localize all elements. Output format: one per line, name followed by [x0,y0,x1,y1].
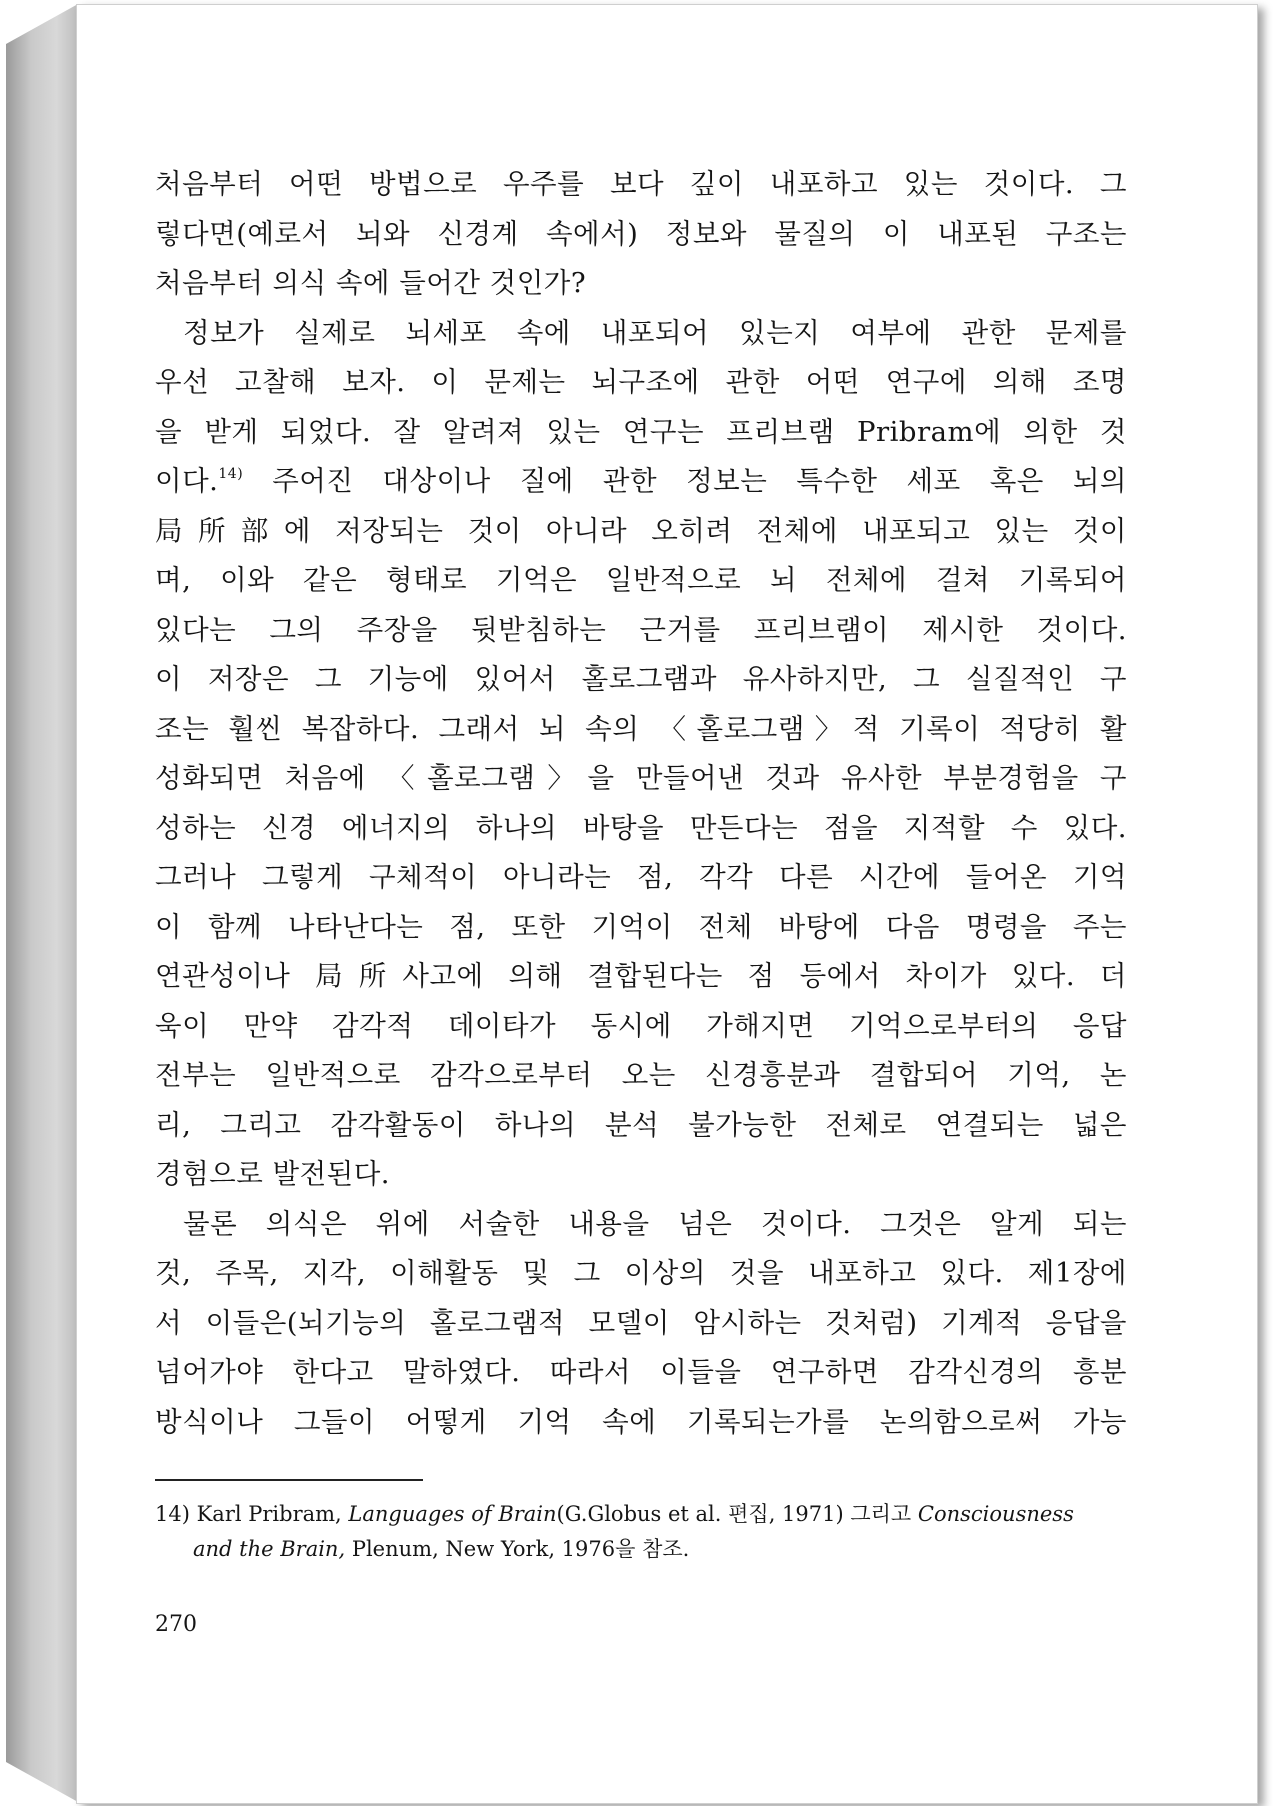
text-line: 이 함께 나타난다는 점, 또한 기억이 전체 바탕에 다음 명령을 주는 [155,910,1127,943]
footnote-title: Consciousness [917,1502,1074,1526]
text-line: 성화되면 처음에 〈홀로그램〉을 만들어낸 것과 유사한 부분경험을 구 [155,762,1127,794]
text-line: 있다는 그의 주장을 뒷받침하는 근거를 프리브램이 제시한 것이다. [155,613,1127,646]
text-line: 局所部에 저장되는 것이 아니라 오히려 전체에 내포되고 있는 것이 [155,514,1127,547]
footnote-reference: 14) [218,466,244,482]
text-line: 방식이나 그들이 어떻게 기억 속에 기록되는가를 논의함으로써 가능 [155,1405,1127,1438]
text-line: 전부는 일반적으로 감각으로부터 오는 신경흥분과 결합되어 기억, 논 [155,1059,1127,1091]
text-fragment: 이다. [155,465,219,497]
footnote-text: (G.Globus et al. 편집, 1971) 그리고 [556,1502,912,1526]
footnote-title: Languages of Brain [348,1502,557,1526]
footnote-author: Karl Pribram, [196,1502,342,1526]
footnote-title: and the Brain, [193,1537,346,1561]
footnote-text: Plenum, New York, 1976을 참조. [351,1537,690,1561]
text-line: 처음부터 의식 속에 들어간 것인가? [155,267,587,299]
text-line: 리, 그리고 감각활동이 하나의 분석 불가능한 전체로 연결되는 넓은 [155,1108,1127,1141]
page-number: 270 [155,1612,197,1637]
text-line: 욱이 만약 감각적 데이타가 동시에 가해지면 기억으로부터의 응답 [155,1009,1127,1042]
text-line: 우선 고찰해 보자. 이 문제는 뇌구조에 관한 어떤 연구에 의해 조명 [155,366,1127,398]
text-line: 성하는 신경 에너지의 하나의 바탕을 만든다는 점을 지적할 수 있다. [155,811,1127,844]
text-line: 이 저장은 그 기능에 있어서 홀로그램과 유사하지만, 그 실질적인 구 [155,663,1127,695]
text-line: 것, 주목, 지각, 이해활동 및 그 이상의 것을 내포하고 있다. 제1장에 [155,1257,1127,1289]
text-line: 경험으로 발전된다. [155,1158,391,1190]
text-line: 조는 훨씬 복잡하다. 그래서 뇌 속의 〈홀로그램〉적 기록이 적당히 활 [155,712,1127,745]
text-line: 넘어가야 한다고 말하였다. 따라서 이들을 연구하면 감각신경의 흥분 [155,1356,1127,1388]
footnote-line [155,1497,1127,1532]
body-text [155,160,1127,1447]
text-fragment: 주어진 대상이나 질에 관한 정보는 특수한 세포 혹은 뇌의 [272,465,1127,497]
footnote [155,1497,1127,1567]
text-line-with-footnote [155,457,1127,507]
book-spine [6,4,78,1802]
text-line: 서 이들은(뇌기능의 홀로그램적 모델이 암시하는 것처럼) 기계적 응답을 [155,1306,1127,1339]
text-line: 정보가 실제로 뇌세포 속에 내포되어 있는지 여부에 관한 문제를 [183,316,1127,349]
text-line: 을 받게 되었다. 잘 알려져 있는 연구는 프리브램 Pribram에 의한 것 [155,415,1127,448]
text-line: 연관성이나 局所사고에 의해 결합된다는 점 등에서 차이가 있다. 더 [155,960,1127,992]
footnote-divider [155,1479,423,1481]
text-line: 며, 이와 같은 형태로 기억은 일반적으로 뇌 전체에 걸쳐 기록되어 [155,564,1127,596]
footnote-line [155,1532,1127,1567]
text-line: 그러나 그렇게 구체적이 아니라는 점, 각각 다른 시간에 들어온 기억 [155,861,1127,893]
text-line: 렇다면(예로서 뇌와 신경계 속에서) 정보와 물질의 이 내포된 구조는 [155,217,1127,250]
text-line: 처음부터 어떤 방법으로 우주를 보다 깊이 내포하고 있는 것이다. 그 [155,168,1127,200]
footnote-number: 14) [155,1502,190,1526]
text-line: 물론 의식은 위에 서술한 내용을 넘은 것이다. 그것은 알게 되는 [183,1207,1127,1240]
